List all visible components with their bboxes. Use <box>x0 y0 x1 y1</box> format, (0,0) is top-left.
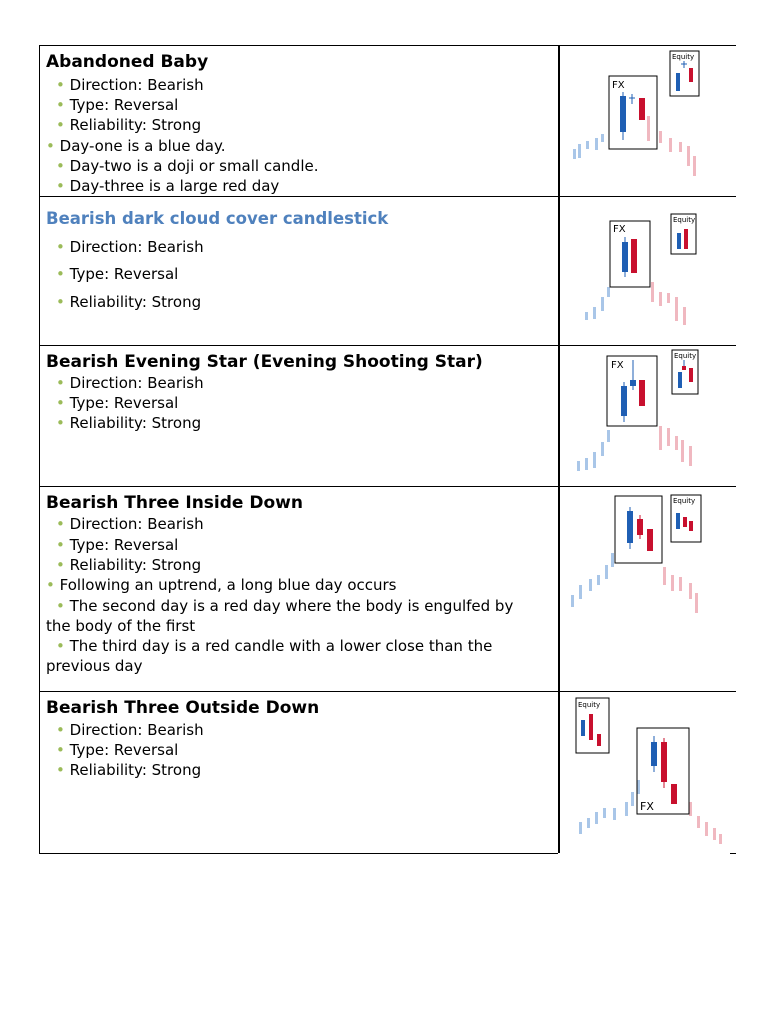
bullet: • <box>56 157 65 175</box>
equity-label: Equity <box>578 701 601 709</box>
bullet: • <box>46 137 55 155</box>
bullet: • <box>56 76 65 94</box>
image-cell <box>559 45 736 196</box>
pattern-row-evening-star <box>39 345 736 486</box>
text-cell <box>39 486 558 691</box>
pattern-row-three-outside-down <box>39 691 736 853</box>
equity-label: Equity <box>673 216 696 224</box>
candlestick-illustration <box>559 46 736 197</box>
detail-line: • Type: Reversal <box>56 96 179 114</box>
equity-label: Equity <box>673 497 696 505</box>
bullet: • <box>56 265 65 283</box>
table-bottom-border <box>39 853 558 854</box>
detail-line: • Reliability: Strong <box>56 414 202 432</box>
detail-line: • Direction: Bearish <box>56 374 204 392</box>
detail-line: • The second day is a red day where the body is engulfed by <box>56 597 514 615</box>
pattern-title: Abandoned Baby <box>46 52 209 72</box>
image-cell <box>559 345 736 486</box>
pattern-row-abandoned-baby <box>39 45 736 196</box>
detail-line: • Reliability: Strong <box>56 293 202 311</box>
image-cell <box>559 691 736 853</box>
detail-line: • Direction: Bearish <box>56 515 204 533</box>
detail-line: • The third day is a red candle with a lower close than the <box>56 637 493 655</box>
pattern-title: Bearish Evening Star (Evening Shooting Star) <box>46 352 483 372</box>
text-cell <box>39 45 558 196</box>
bullet: • <box>56 394 65 412</box>
detail-line: • Reliability: Strong <box>56 556 202 574</box>
pattern-title: Bearish Three Inside Down <box>46 493 303 513</box>
detail-line: • Day-one is a blue day. <box>46 137 226 155</box>
detail-line: • Type: Reversal <box>56 394 179 412</box>
candlestick-illustration <box>559 346 736 487</box>
detail-line: previous day <box>46 657 143 675</box>
bullet: • <box>56 536 65 554</box>
image-cell <box>559 196 736 345</box>
candlestick-illustration <box>559 487 736 692</box>
detail-line: • Reliability: Strong <box>56 761 202 779</box>
detail-line: the body of the first <box>46 617 196 635</box>
bullet: • <box>56 177 65 195</box>
detail-line: • Type: Reversal <box>56 741 179 759</box>
fx-label: FX <box>640 800 654 813</box>
bullet: • <box>56 637 65 655</box>
bullet: • <box>56 515 65 533</box>
bullet: • <box>56 96 65 114</box>
bullet: • <box>56 761 65 779</box>
bullet: • <box>56 116 65 134</box>
candlestick-illustration <box>559 692 736 854</box>
detail-line: • Day-three is a large red day <box>56 177 280 195</box>
bullet: • <box>56 293 65 311</box>
text-cell <box>39 691 558 853</box>
bullet: • <box>56 238 65 256</box>
pattern-title: Bearish dark cloud cover candlestick <box>46 209 389 228</box>
bullet: • <box>56 414 65 432</box>
fx-label: FX <box>611 360 624 371</box>
detail-line: • Type: Reversal <box>56 536 179 554</box>
fx-label: FX <box>612 80 625 91</box>
pattern-title: Bearish Three Outside Down <box>46 698 320 718</box>
table-bottom-border-right <box>730 853 736 854</box>
bullet: • <box>46 576 55 594</box>
text-cell <box>39 196 558 345</box>
image-cell <box>559 486 736 691</box>
pattern-row-three-inside-down <box>39 486 736 691</box>
bullet: • <box>56 556 65 574</box>
text-cell <box>39 345 558 486</box>
detail-line: • Direction: Bearish <box>56 721 204 739</box>
fx-label: FX <box>613 224 626 235</box>
equity-label: Equity <box>674 352 697 360</box>
detail-line: • Direction: Bearish <box>56 238 204 256</box>
bullet: • <box>56 741 65 759</box>
pattern-row-dark-cloud-cover <box>39 196 736 345</box>
detail-line: • Direction: Bearish <box>56 76 204 94</box>
candlestick-illustration <box>559 197 736 346</box>
detail-line: • Reliability: Strong <box>56 116 202 134</box>
bullet: • <box>56 374 65 392</box>
detail-line: • Following an uptrend, a long blue day occurs <box>46 576 397 594</box>
equity-label: Equity <box>672 53 695 61</box>
detail-line: • Day-two is a doji or small candle. <box>56 157 319 175</box>
bullet: • <box>56 721 65 739</box>
bullet: • <box>56 597 65 615</box>
detail-line: • Type: Reversal <box>56 265 179 283</box>
